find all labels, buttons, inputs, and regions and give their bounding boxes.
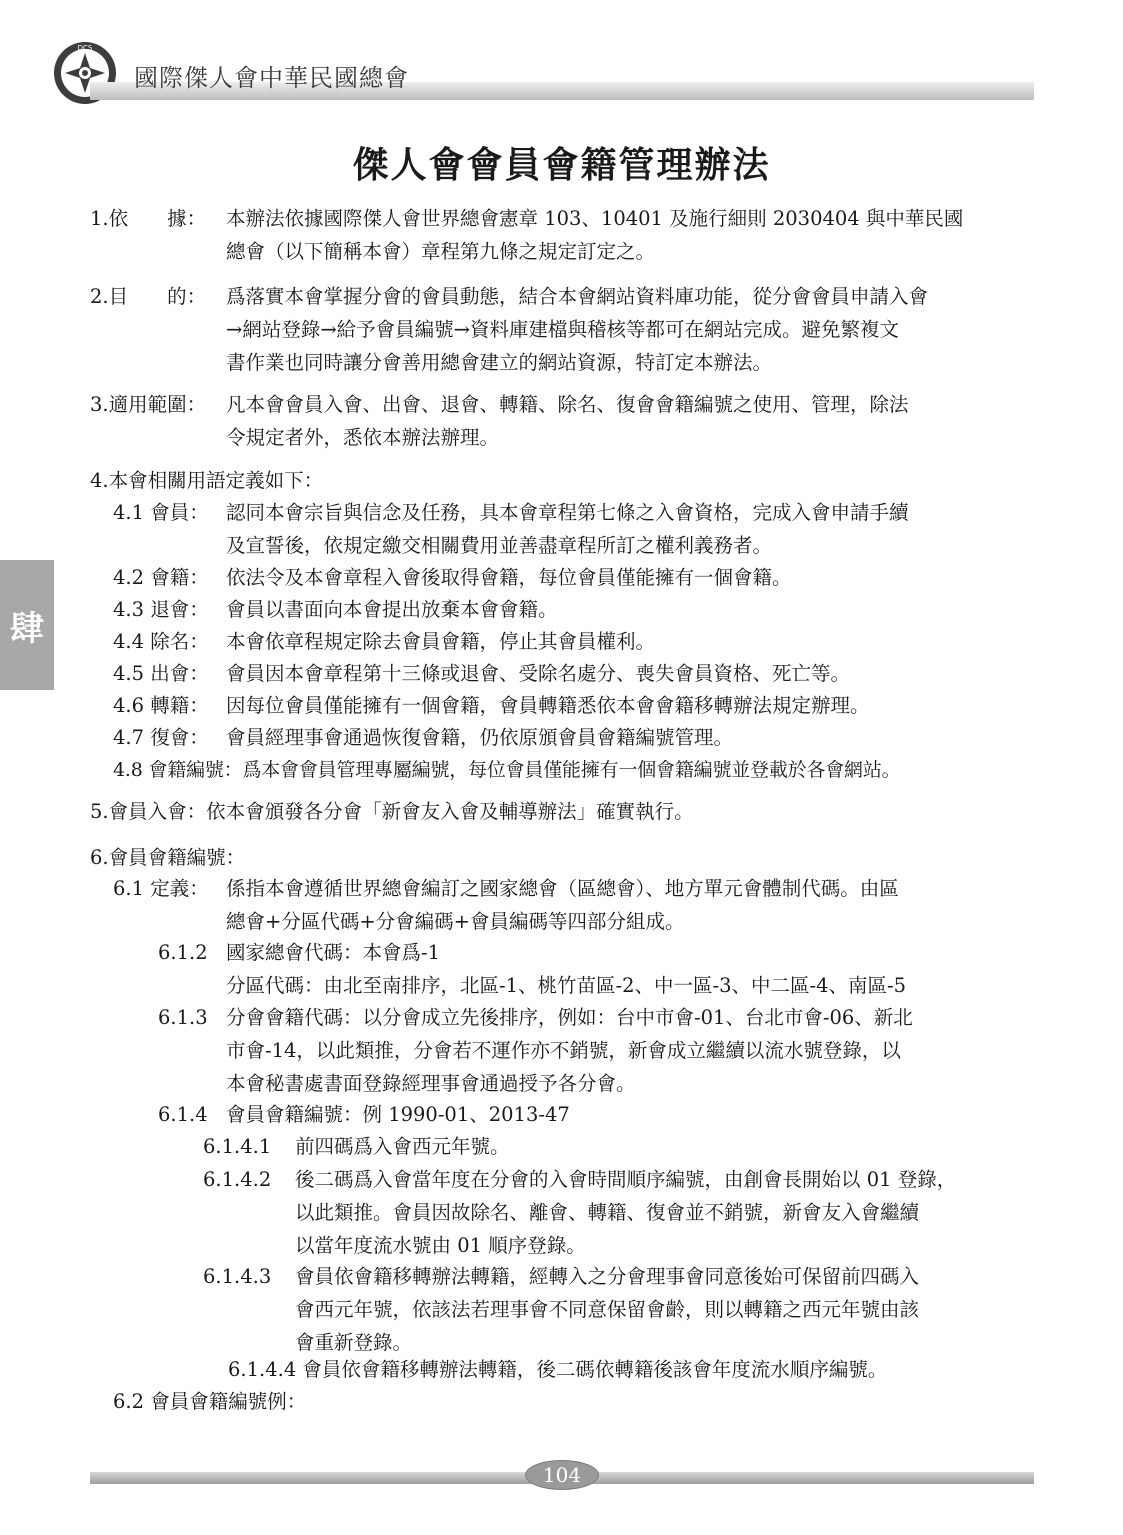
section-1-line: 本辦法依據國際傑人會世界總會憲章 103、10401 及施行細則 2030404 與中華民國 [226, 207, 964, 230]
section-6-heading: 6.會員會籍編號： [90, 846, 246, 869]
section-2-line: 爲落實本會掌握分會的會員動態，結合本會網站資料庫功能，從分會會員申請入會 [226, 285, 929, 308]
item-text: 前四碼爲入會西元年號。 [295, 1135, 510, 1158]
item-line: 係指本會遵循世界總會編訂之國家總會（區總會）、地方單元會體制代碼。由區 [226, 877, 899, 900]
item-6-1-4-4: 6.1.4.4 會員依會籍移轉辦法轉籍，後二碼依轉籍後該會年度流水順序編號。 [228, 1358, 888, 1381]
item-label: 6.1.4.3 [203, 1265, 272, 1288]
definition-text: 本會依章程規定除去會員會籍，停止其會員權利。 [226, 630, 656, 653]
section-2-label: 2.目 的： [90, 285, 207, 308]
definition-text: 會員經理事會通過恢復會籍，仍依原頒會員會籍編號管理。 [226, 726, 734, 749]
item-line: 以此類推。會員因故除名、離會、轉籍、復會並不銷號，新會友入會繼續 [295, 1201, 920, 1224]
item-label: 6.1.4.2 [203, 1168, 272, 1191]
item-line: 會員依會籍移轉辦法轉籍，經轉入之分會理事會同意後始可保留前四碼入 [295, 1265, 920, 1288]
item-6-2: 6.2 會員會籍編號例： [113, 1390, 307, 1413]
definition-text: 會員以書面向本會提出放棄本會會籍。 [226, 598, 558, 621]
definition-label: 4.6 轉籍： [113, 694, 209, 717]
definition-line: 及宣誓後，依規定繳交相關費用並善盡章程所訂之權利義務者。 [226, 534, 773, 557]
item-label: 6.1.2 [158, 941, 208, 964]
page-number-badge [525, 1460, 599, 1490]
item-line: 國家總會代碼：本會爲-1 [226, 941, 440, 964]
definition-text: 因每位會員僅能擁有一個會籍，會員轉籍悉依本會會籍移轉辦法規定辦理。 [226, 694, 870, 717]
item-text: 會員會籍編號：例 1990-01、2013-47 [226, 1103, 570, 1126]
definition-text: 會員因本會章程第十三條或退會、受除名處分、喪失會員資格、死亡等。 [226, 662, 851, 685]
definition-4-8: 4.8 會籍編號：爲本會會員管理專屬編號，每位會員僅能擁有一個會籍編號並登載於各會網站。 [113, 759, 901, 781]
item-line: 後二碼爲入會當年度在分會的入會時間順序編號，由創會長開始以 01 登錄， [295, 1168, 957, 1191]
item-line: 分區代碼：由北至南排序，北區-1、桃竹苗區-2、中一區-3、中二區-4、南區-5 [226, 974, 906, 997]
item-line: 總會+分區代碼+分會編碼+會員編碼等四部分組成。 [226, 910, 685, 933]
section-4-heading: 4.本會相關用語定義如下： [90, 469, 324, 492]
definition-label: 4.2 會籍： [113, 566, 209, 589]
section-2-line: 書作業也同時讓分會善用總會建立的網站資源，特訂定本辦法。 [226, 351, 773, 374]
definition-label: 4.3 退會： [113, 598, 209, 621]
definition-label: 4.5 出會： [113, 662, 209, 685]
section-2-line: →網站登錄→給予會員編號→資料庫建檔與稽核等都可在網站完成。避免繁複文 [226, 318, 900, 341]
section-3-label: 3.適用範圍： [90, 393, 207, 416]
section-3-line: 凡本會會員入會、出會、退會、轉籍、除名、復會會籍編號之使用、管理，除法 [226, 393, 909, 416]
section-1-line: 總會（以下簡稱本會）章程第九條之規定訂定之。 [226, 240, 656, 263]
definition-text: 依法令及本會章程入會後取得會籍，每位會員僅能擁有一個會籍。 [226, 566, 792, 589]
definition-label: 4.1 會員： [113, 501, 209, 524]
item-line: 會西元年號，依該法若理事會不同意保留會齡，則以轉籍之西元年號由該 [295, 1298, 920, 1321]
item-label: 6.1 定義： [113, 877, 209, 900]
item-label: 6.1.3 [158, 1006, 208, 1029]
item-line: 分會會籍代碼：以分會成立先後排序，例如：台中市會-01、台北市會-06、新北 [226, 1006, 913, 1029]
definition-line: 認同本會宗旨與信念及任務，具本會章程第七條之入會資格，完成入會申請手續 [226, 501, 909, 524]
page-number: 104 [542, 1463, 582, 1487]
logo-text: DCS [77, 44, 93, 52]
document-title: 傑人會會員會籍管理辦法 [352, 145, 771, 186]
definition-label: 4.7 復會： [113, 726, 209, 749]
item-label: 6.1.4 [158, 1103, 208, 1126]
section-3-line: 令規定者外，悉依本辦法辦理。 [226, 426, 500, 449]
item-line: 會重新登錄。 [295, 1331, 413, 1354]
header-title: 國際傑人會中華民國總會 [134, 64, 409, 92]
section-1-label: 1.依 據： [90, 207, 207, 230]
item-line: 本會秘書處書面登錄經理事會通過授予各分會。 [226, 1072, 636, 1095]
section-5: 5.會員入會：依本會頒發各分會「新會友入會及輔導辦法」確實執行。 [90, 800, 694, 823]
item-line: 以當年度流水號由 01 順序登錄。 [295, 1234, 586, 1257]
definition-label: 4.4 除名： [113, 630, 209, 653]
item-line: 市會-14，以此類推，分會若不運作亦不銷號，新會成立繼續以流水號登錄，以 [226, 1039, 901, 1062]
chapter-tab-label: 肆 [10, 608, 44, 649]
item-label: 6.1.4.1 [203, 1135, 272, 1158]
